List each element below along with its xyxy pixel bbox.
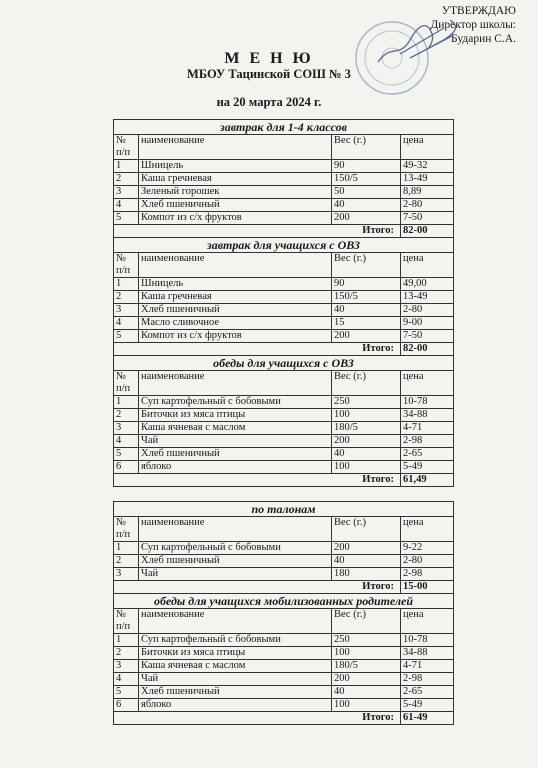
column-header-name: наименование [139,135,332,160]
column-header-name: наименование [139,517,332,542]
item-weight: 250 [332,634,401,647]
item-price: 7-50 [401,330,454,343]
item-weight: 100 [332,461,401,474]
table-row [114,409,454,422]
item-name: Хлеб пшеничный [139,304,332,317]
item-name: Компот из с/х фруктов [139,212,332,225]
item-price: 8,89 [401,186,454,199]
table-row [114,173,454,186]
item-weight: 40 [332,555,401,568]
column-header-name: наименование [139,371,332,396]
item-weight: 180/5 [332,422,401,435]
page-title: М Е Н Ю [224,50,314,67]
item-name: Шницель [139,278,332,291]
item-price: 2-80 [401,304,454,317]
item-name: Чай [139,435,332,448]
item-weight: 150/5 [332,291,401,304]
item-name: яблоко [139,699,332,712]
item-price: 13-49 [401,173,454,186]
total-value: 15-00 [401,581,454,594]
column-header-num: № п/п [114,135,139,160]
item-name: Суп картофельный с бобовыми [139,542,332,555]
item-name: Зеленый горошек [139,186,332,199]
section-title: завтрак для 1-4 классов [114,120,454,135]
item-weight: 15 [332,317,401,330]
item-price: 2-80 [401,199,454,212]
item-price: 4-71 [401,422,454,435]
column-header-weight: Вес (г.) [332,517,401,542]
table-row [114,647,454,660]
item-price: 34-88 [401,647,454,660]
column-header-num: № п/п [114,253,139,278]
total-row [114,581,454,594]
item-name: Чай [139,673,332,686]
section-title: обеды для учащихся мобилизованных родителей [114,594,454,609]
total-value: 82-00 [401,343,454,356]
item-number: 5 [114,212,139,225]
table-row [114,435,454,448]
table-row [114,186,454,199]
item-price: 9-00 [401,317,454,330]
table-row [114,422,454,435]
item-name: Хлеб пшеничный [139,199,332,212]
item-name: Биточки из мяса птицы [139,409,332,422]
table-row [114,699,454,712]
total-label: Итого: [114,474,401,487]
table-row [114,542,454,555]
item-weight: 100 [332,647,401,660]
item-price: 5-49 [401,699,454,712]
item-name: Суп картофельный с бобовыми [139,396,332,409]
item-number: 2 [114,647,139,660]
item-weight: 40 [332,304,401,317]
column-header-row [114,371,454,396]
table-row [114,278,454,291]
column-header-weight: Вес (г.) [332,253,401,278]
menu-date: на 20 марта 2024 г. [216,95,322,109]
item-number: 4 [114,199,139,212]
item-weight: 200 [332,435,401,448]
total-label: Итого: [114,343,401,356]
item-weight: 200 [332,542,401,555]
item-number: 5 [114,686,139,699]
item-price: 2-98 [401,435,454,448]
table-row [114,212,454,225]
item-price: 2-65 [401,686,454,699]
item-price: 10-78 [401,634,454,647]
column-header-price: цена [401,371,454,396]
approval-position: Директор школы: [430,19,516,31]
section-header [114,238,454,253]
approval-name: Бударин С.А. [451,33,516,45]
column-header-row [114,135,454,160]
item-price: 10-78 [401,396,454,409]
item-price: 13-49 [401,291,454,304]
section-title: обеды для учащихся с ОВЗ [114,356,454,371]
item-number: 3 [114,422,139,435]
item-weight: 200 [332,212,401,225]
table-row [114,660,454,673]
item-price: 4-71 [401,660,454,673]
item-number: 6 [114,461,139,474]
approval-heading: УТВЕРЖДАЮ [441,5,516,17]
item-number: 2 [114,555,139,568]
column-header-row [114,609,454,634]
item-number: 4 [114,673,139,686]
table-row [114,448,454,461]
item-weight: 150/5 [332,173,401,186]
item-number: 5 [114,448,139,461]
section-header [114,120,454,135]
menu-table [113,119,454,725]
item-price: 2-98 [401,568,454,581]
item-name: Шницель [139,160,332,173]
total-value: 61-49 [401,712,454,725]
item-weight: 90 [332,160,401,173]
item-number: 5 [114,330,139,343]
column-header-price: цена [401,609,454,634]
item-weight: 200 [332,673,401,686]
total-row [114,343,454,356]
table-row [114,568,454,581]
item-price: 2-80 [401,555,454,568]
item-name: Хлеб пшеничный [139,448,332,461]
item-number: 1 [114,160,139,173]
item-number: 1 [114,396,139,409]
item-price: 9-22 [401,542,454,555]
section-header [114,594,454,609]
item-name: Суп картофельный с бобовыми [139,634,332,647]
column-header-weight: Вес (г.) [332,135,401,160]
total-value: 61,49 [401,474,454,487]
item-price: 2-65 [401,448,454,461]
item-name: Каша ячневая с маслом [139,422,332,435]
section-title: по талонам [114,502,454,517]
item-weight: 50 [332,186,401,199]
table-row [114,634,454,647]
item-weight: 90 [332,278,401,291]
item-price: 2-98 [401,673,454,686]
item-number: 4 [114,435,139,448]
table-row [114,555,454,568]
item-number: 3 [114,660,139,673]
item-weight: 40 [332,448,401,461]
section-title: завтрак для учащихся с ОВЗ [114,238,454,253]
item-name: Хлеб пшеничный [139,555,332,568]
item-price: 34-88 [401,409,454,422]
item-number: 4 [114,317,139,330]
item-price: 49-32 [401,160,454,173]
column-header-price: цена [401,135,454,160]
item-name: Биточки из мяса птицы [139,647,332,660]
total-row [114,474,454,487]
table-row [114,673,454,686]
table-row [114,396,454,409]
item-number: 6 [114,699,139,712]
item-name: Каша гречневая [139,291,332,304]
column-header-num: № п/п [114,371,139,396]
table-row [114,461,454,474]
item-name: Чай [139,568,332,581]
total-row [114,225,454,238]
column-header-price: цена [401,253,454,278]
total-value: 82-00 [401,225,454,238]
item-price: 7-50 [401,212,454,225]
item-weight: 40 [332,199,401,212]
school-name: МБОУ Тацинской СОШ № 3 [187,67,351,81]
total-row [114,712,454,725]
item-weight: 250 [332,396,401,409]
table-row [114,330,454,343]
item-name: яблоко [139,461,332,474]
column-header-num: № п/п [114,517,139,542]
item-number: 1 [114,542,139,555]
column-header-price: цена [401,517,454,542]
item-number: 2 [114,409,139,422]
item-price: 49,00 [401,278,454,291]
item-name: Хлеб пшеничный [139,686,332,699]
column-header-weight: Вес (г.) [332,609,401,634]
item-weight: 40 [332,686,401,699]
column-header-row [114,517,454,542]
column-header-name: наименование [139,253,332,278]
item-weight: 100 [332,409,401,422]
section-header [114,356,454,371]
item-name: Каша гречневая [139,173,332,186]
item-name: Компот из с/х фруктов [139,330,332,343]
total-label: Итого: [114,581,401,594]
item-number: 2 [114,173,139,186]
column-header-num: № п/п [114,609,139,634]
item-number: 1 [114,634,139,647]
item-weight: 200 [332,330,401,343]
section-header [114,502,454,517]
table-row [114,291,454,304]
section-gap [114,487,454,502]
table-row [114,160,454,173]
item-weight: 100 [332,699,401,712]
item-number: 3 [114,568,139,581]
total-label: Итого: [114,225,401,238]
table-row [114,686,454,699]
item-weight: 180 [332,568,401,581]
item-number: 1 [114,278,139,291]
table-row [114,317,454,330]
total-label: Итого: [114,712,401,725]
table-row [114,199,454,212]
item-number: 3 [114,304,139,317]
item-name: Масло сливочное [139,317,332,330]
item-price: 5-49 [401,461,454,474]
column-header-row [114,253,454,278]
table-row [114,304,454,317]
column-header-name: наименование [139,609,332,634]
item-number: 3 [114,186,139,199]
item-number: 2 [114,291,139,304]
item-name: Каша ячневая с маслом [139,660,332,673]
item-weight: 180/5 [332,660,401,673]
column-header-weight: Вес (г.) [332,371,401,396]
